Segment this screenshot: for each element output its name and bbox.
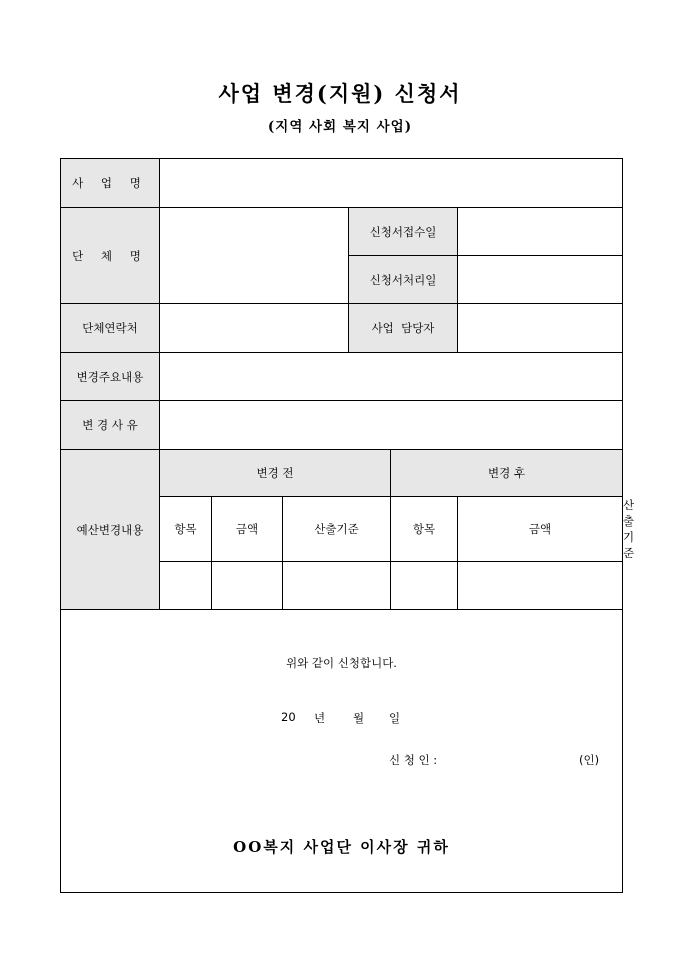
manager-label: 사업 담당자 — [349, 304, 458, 353]
before-basis-field[interactable] — [283, 562, 391, 610]
after-amount-field[interactable] — [458, 562, 623, 610]
project-name-field[interactable] — [160, 159, 623, 208]
addressee-line: OO복지 사업단 이사장 귀하 — [233, 838, 450, 856]
before-amount-field[interactable] — [212, 562, 283, 610]
organization-name-field[interactable] — [160, 208, 349, 304]
receipt-date-field[interactable] — [458, 208, 623, 256]
receipt-date-label: 신청서접수일 — [349, 208, 458, 256]
before-item-field[interactable] — [160, 562, 212, 610]
after-item-header: 항목 — [391, 497, 458, 562]
manager-field[interactable] — [458, 304, 623, 353]
project-name-label: 사 업 명 — [61, 159, 160, 208]
after-item-field[interactable] — [391, 562, 458, 610]
seal-label: (인) — [579, 753, 600, 767]
processing-date-label: 신청서처리일 — [349, 256, 458, 304]
before-item-header: 항목 — [160, 497, 212, 562]
application-statement: 위와 같이 신청합니다. — [286, 656, 397, 670]
before-change-header: 변경 전 — [160, 450, 391, 497]
after-amount-header: 금액 — [458, 497, 623, 562]
application-form-table: 사 업 명 단 체 명 신청서접수일 신청서처리일 단체연락처 사업 담당자 변경주요내용 변 경 사 유 예산변경내용 변경 전 변경 후 항목 금액 산출기준 항목 금액 산출기준 위와 같이 신청합니다. 20 년 월 일 신 청 인 : (인) OO복지 사업단 이사장 귀하 — [60, 158, 623, 893]
document-subtitle: (지역 사회 복지 사업) — [267, 119, 413, 135]
before-basis-header: 산출기준 — [283, 497, 391, 562]
before-amount-header: 금액 — [212, 497, 283, 562]
main-changes-label: 변경주요내용 — [61, 353, 160, 401]
budget-change-label: 예산변경내용 — [61, 450, 160, 610]
change-reason-label: 변 경 사 유 — [61, 401, 160, 450]
date-year-prefix: 20 — [281, 710, 296, 724]
processing-date-field[interactable] — [458, 256, 623, 304]
organization-name-label: 단 체 명 — [61, 208, 160, 304]
signature-section — [61, 610, 623, 893]
main-changes-field[interactable] — [160, 353, 623, 401]
applicant-label: 신 청 인 : — [389, 753, 438, 767]
contact-field[interactable] — [160, 304, 349, 353]
contact-label: 단체연락처 — [61, 304, 160, 353]
date-month-label: 월 — [353, 711, 365, 725]
after-change-header: 변경 후 — [391, 450, 623, 497]
date-day-label: 일 — [389, 711, 401, 725]
date-year-label: 년 — [314, 711, 326, 725]
document-title: 사업 변경(지원) 신청서 — [218, 81, 462, 106]
change-reason-field[interactable] — [160, 401, 623, 450]
